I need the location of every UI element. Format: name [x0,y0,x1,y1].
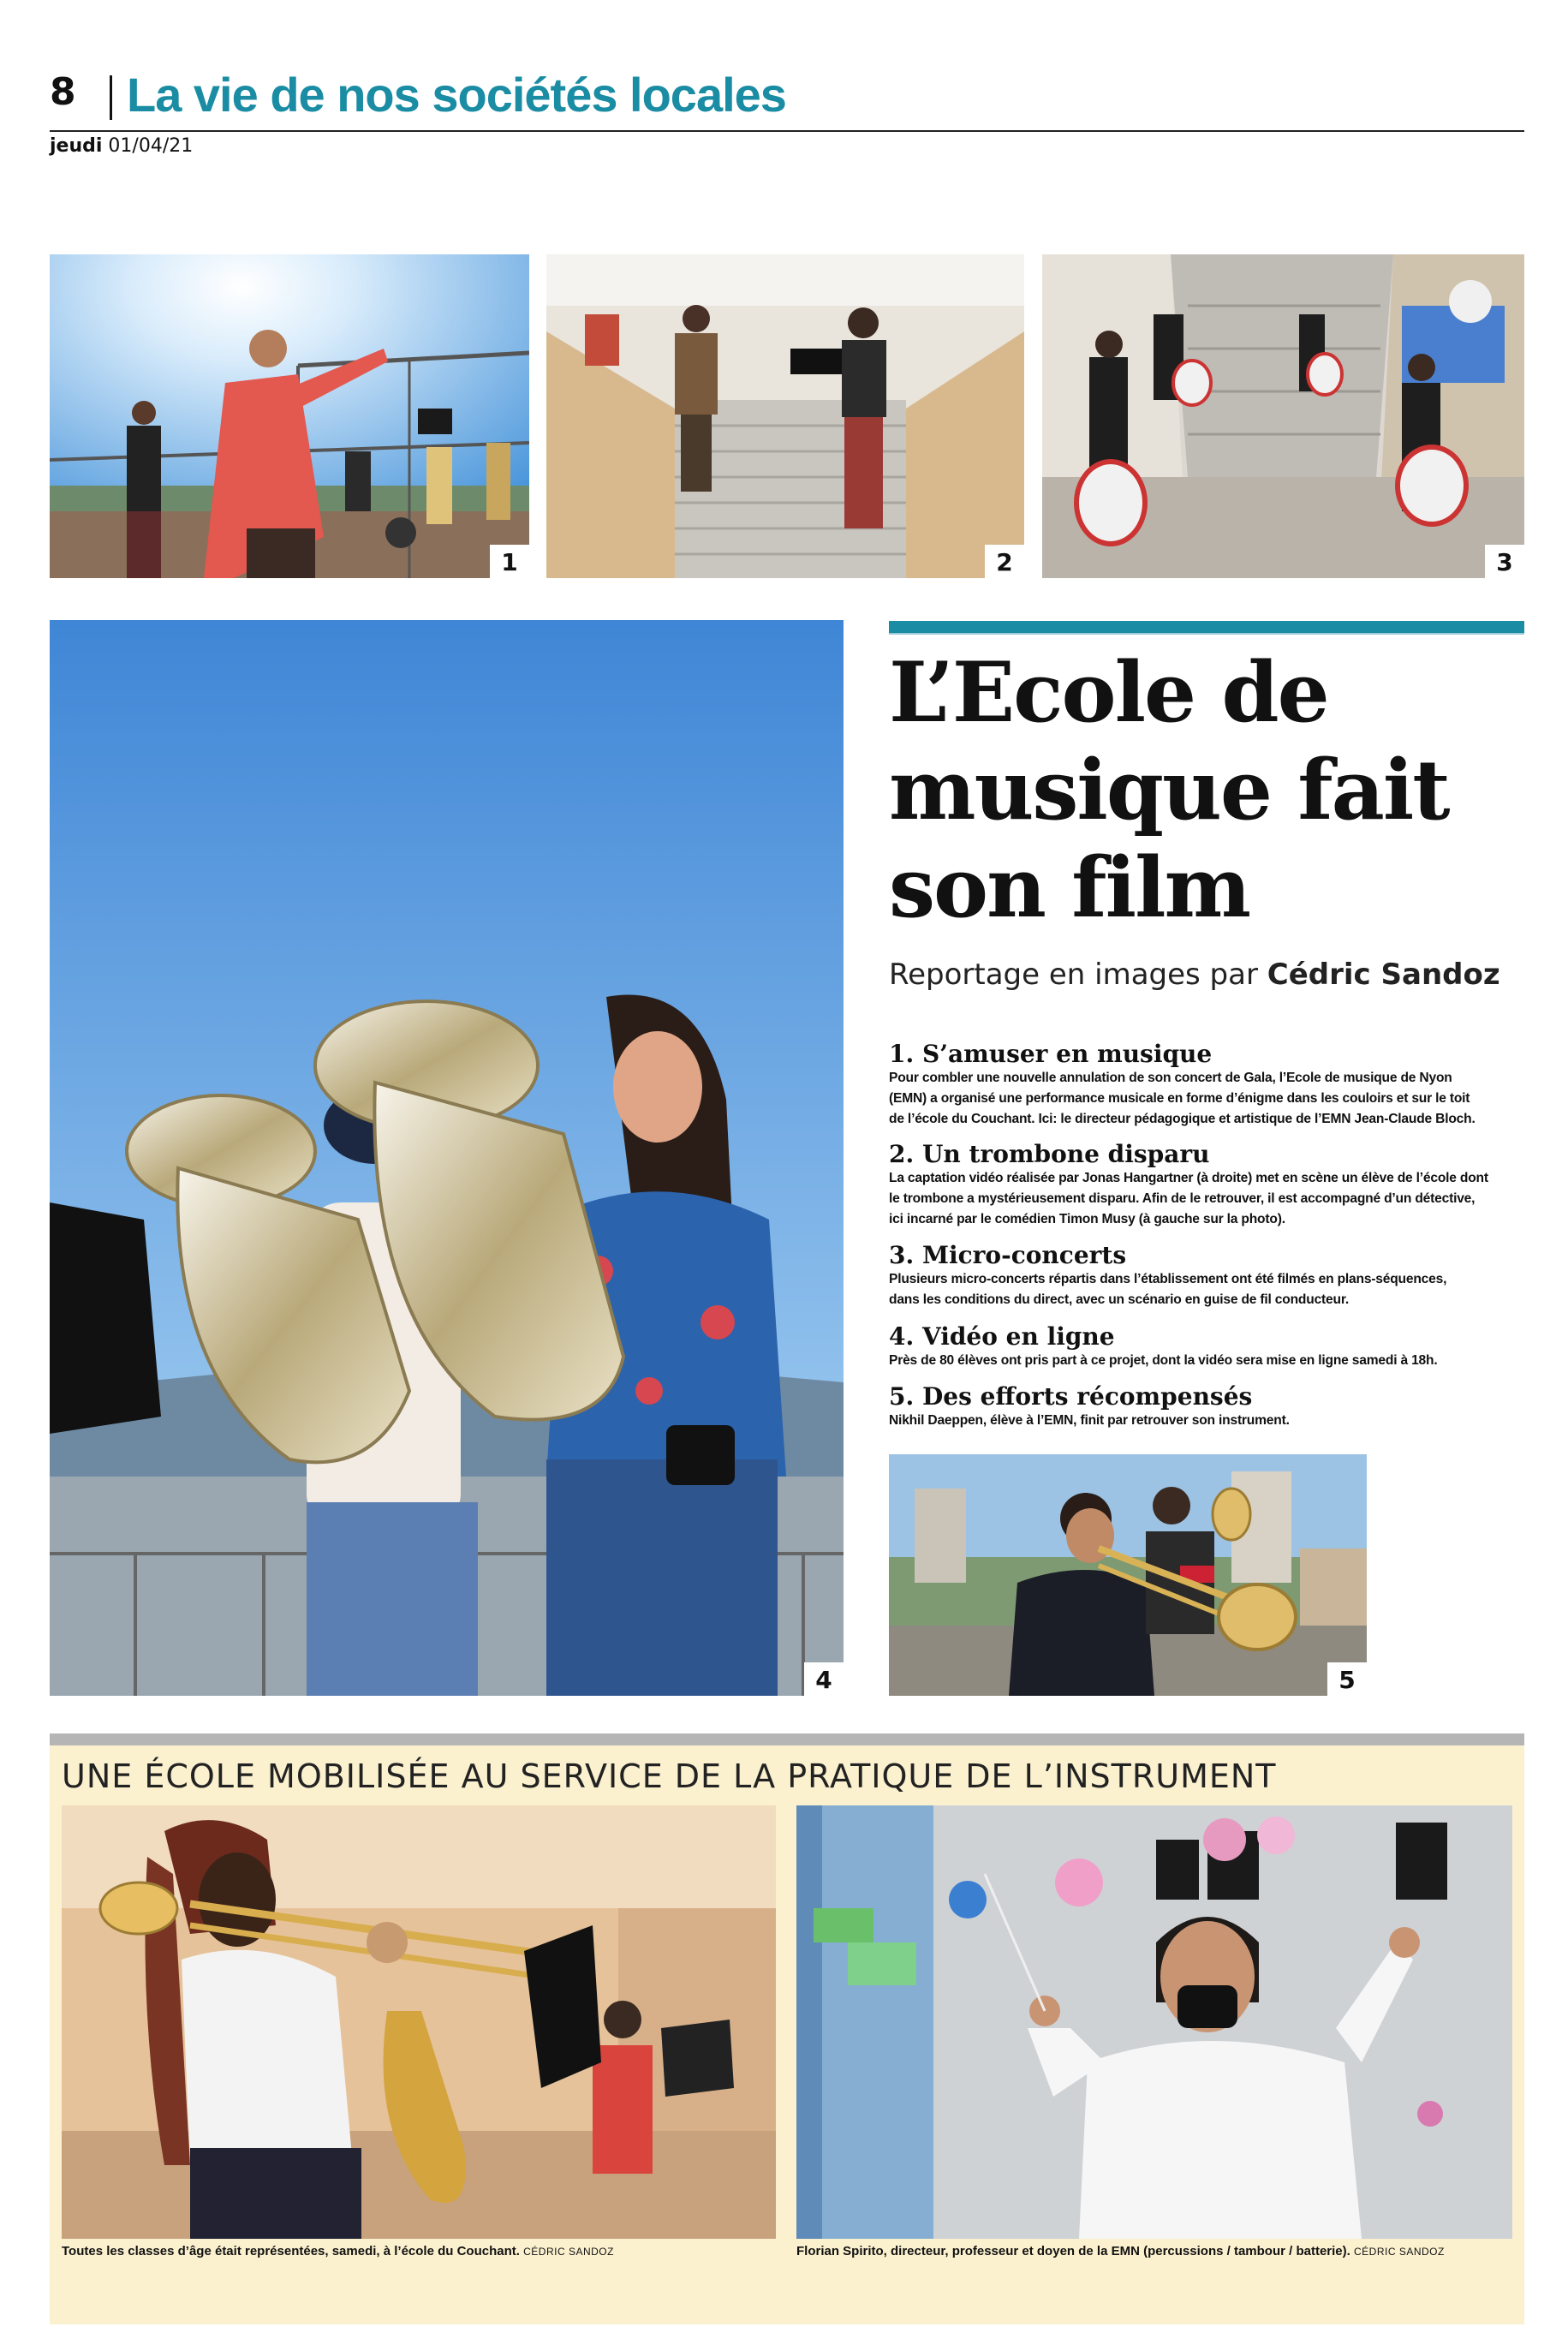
headline-line-3: son film [889,839,1250,936]
item-3-line-1: Plusieurs micro-concerts répartis dans l’établissement ont été filmés en plans-séquences, [889,1272,1447,1286]
item-4-title: 4. Vidéo en ligne [889,1322,1115,1351]
headline-line-1: L’Ecole de [889,644,1328,741]
caption-right [796,2244,1512,2258]
headline-line-2: musique fait [889,742,1449,838]
byline-prefix: Reportage en images par [889,958,1258,992]
photo-school-band-girl-trombone [62,1805,776,2239]
photo-4-euphonium-players [50,620,844,1696]
caption-left-text: Toutes les classes d’âge était représentées, samedi, à l’école du Couchant. [62,2244,520,2258]
photo-number-3: 3 [1485,545,1524,578]
item-1 [889,1041,1524,1130]
photo-number-2: 2 [985,545,1024,578]
item-1-line-3: de l’école du Couchant. Ici: le directeur pédagogique et artistique de l’EMN Jean-Claude Bloch. [889,1112,1476,1126]
item-1-line-2: (EMN) a organisé une performance musicale en forme d’énigme dans les couloirs et sur le toit [889,1091,1470,1106]
headline-accent-bar [889,621,1524,633]
photo-1-rooftop-conductor [50,254,529,578]
caption-left-credit: CÉDRIC SANDOZ [523,2246,614,2258]
item-1-title: 1. S’amuser en musique [889,1040,1213,1068]
sidebar-box-rule [50,1733,1524,1745]
byline-author: Cédric Sandoz [1267,958,1500,992]
photo-3-drummers-stairs [1042,254,1524,578]
item-5-text [889,1411,1524,1431]
item-3-line-2: dans les conditions du direct, avec un scénario en guise de fil conducteur. [889,1292,1349,1307]
byline [889,958,1500,992]
item-5-line-1: Nikhil Daeppen, élève à l’EMN, finit par retrouver son instrument. [889,1413,1290,1428]
item-2-title: 2. Un trombone disparu [889,1140,1210,1168]
item-5-title: 5. Des efforts récompensés [889,1382,1253,1411]
photo-2-stairwell-filming [546,254,1024,578]
item-4-text [889,1351,1524,1371]
dateline [50,135,193,157]
header-separator [110,75,112,120]
sidebar-box-title: UNE ÉCOLE MOBILISÉE AU SERVICE DE LA PRATIQUE DE L’INSTRUMENT [62,1757,1277,1795]
item-2 [889,1141,1524,1230]
item-2-text [889,1168,1524,1230]
item-5 [889,1383,1524,1431]
photo-number-4: 4 [804,1662,844,1696]
item-4 [889,1323,1524,1371]
dateline-date: 01/04/21 [108,135,194,157]
caption-right-text: Florian Spirito, directeur, professeur et doyen de la EMN (percussions / tambour / batterie). [796,2244,1350,2258]
dateline-day: jeudi [50,135,103,157]
article-headline [889,644,1523,937]
photo-number-1: 1 [490,545,529,578]
item-3-text [889,1269,1524,1310]
caption-right-credit: CÉDRIC SANDOZ [1353,2246,1445,2258]
item-1-line-1: Pour combler une nouvelle annulation de son concert de Gala, l’Ecole de musique de Nyon [889,1071,1452,1085]
item-2-line-1: La captation vidéo réalisée par Jonas Hangartner (à droite) met en scène un élève de l’école dont [889,1171,1488,1185]
photo-conductor-florian-spirito [796,1805,1512,2239]
header-rule [50,130,1524,132]
photo-5-trombone-student [889,1454,1367,1696]
page-number: 8 [50,70,76,114]
item-3-title: 3. Micro-concerts [889,1241,1127,1269]
item-4-line-1: Près de 80 élèves ont pris part à ce projet, dont la vidéo sera mise en ligne samedi à 18h. [889,1353,1438,1368]
item-3 [889,1242,1524,1310]
photo-number-5: 5 [1327,1662,1367,1696]
item-2-line-2: le trombone a mystérieusement disparu. Afin de le retrouver, il est accompagné d’un détective, [889,1191,1476,1206]
section-rubric: La vie de nos sociétés locales [127,68,786,122]
caption-left [62,2244,776,2258]
item-2-line-3: ici incarné par le comédien Timon Musy (à gauche sur la photo). [889,1212,1285,1226]
item-1-text [889,1068,1524,1130]
headline-accent-rule [889,633,1524,635]
